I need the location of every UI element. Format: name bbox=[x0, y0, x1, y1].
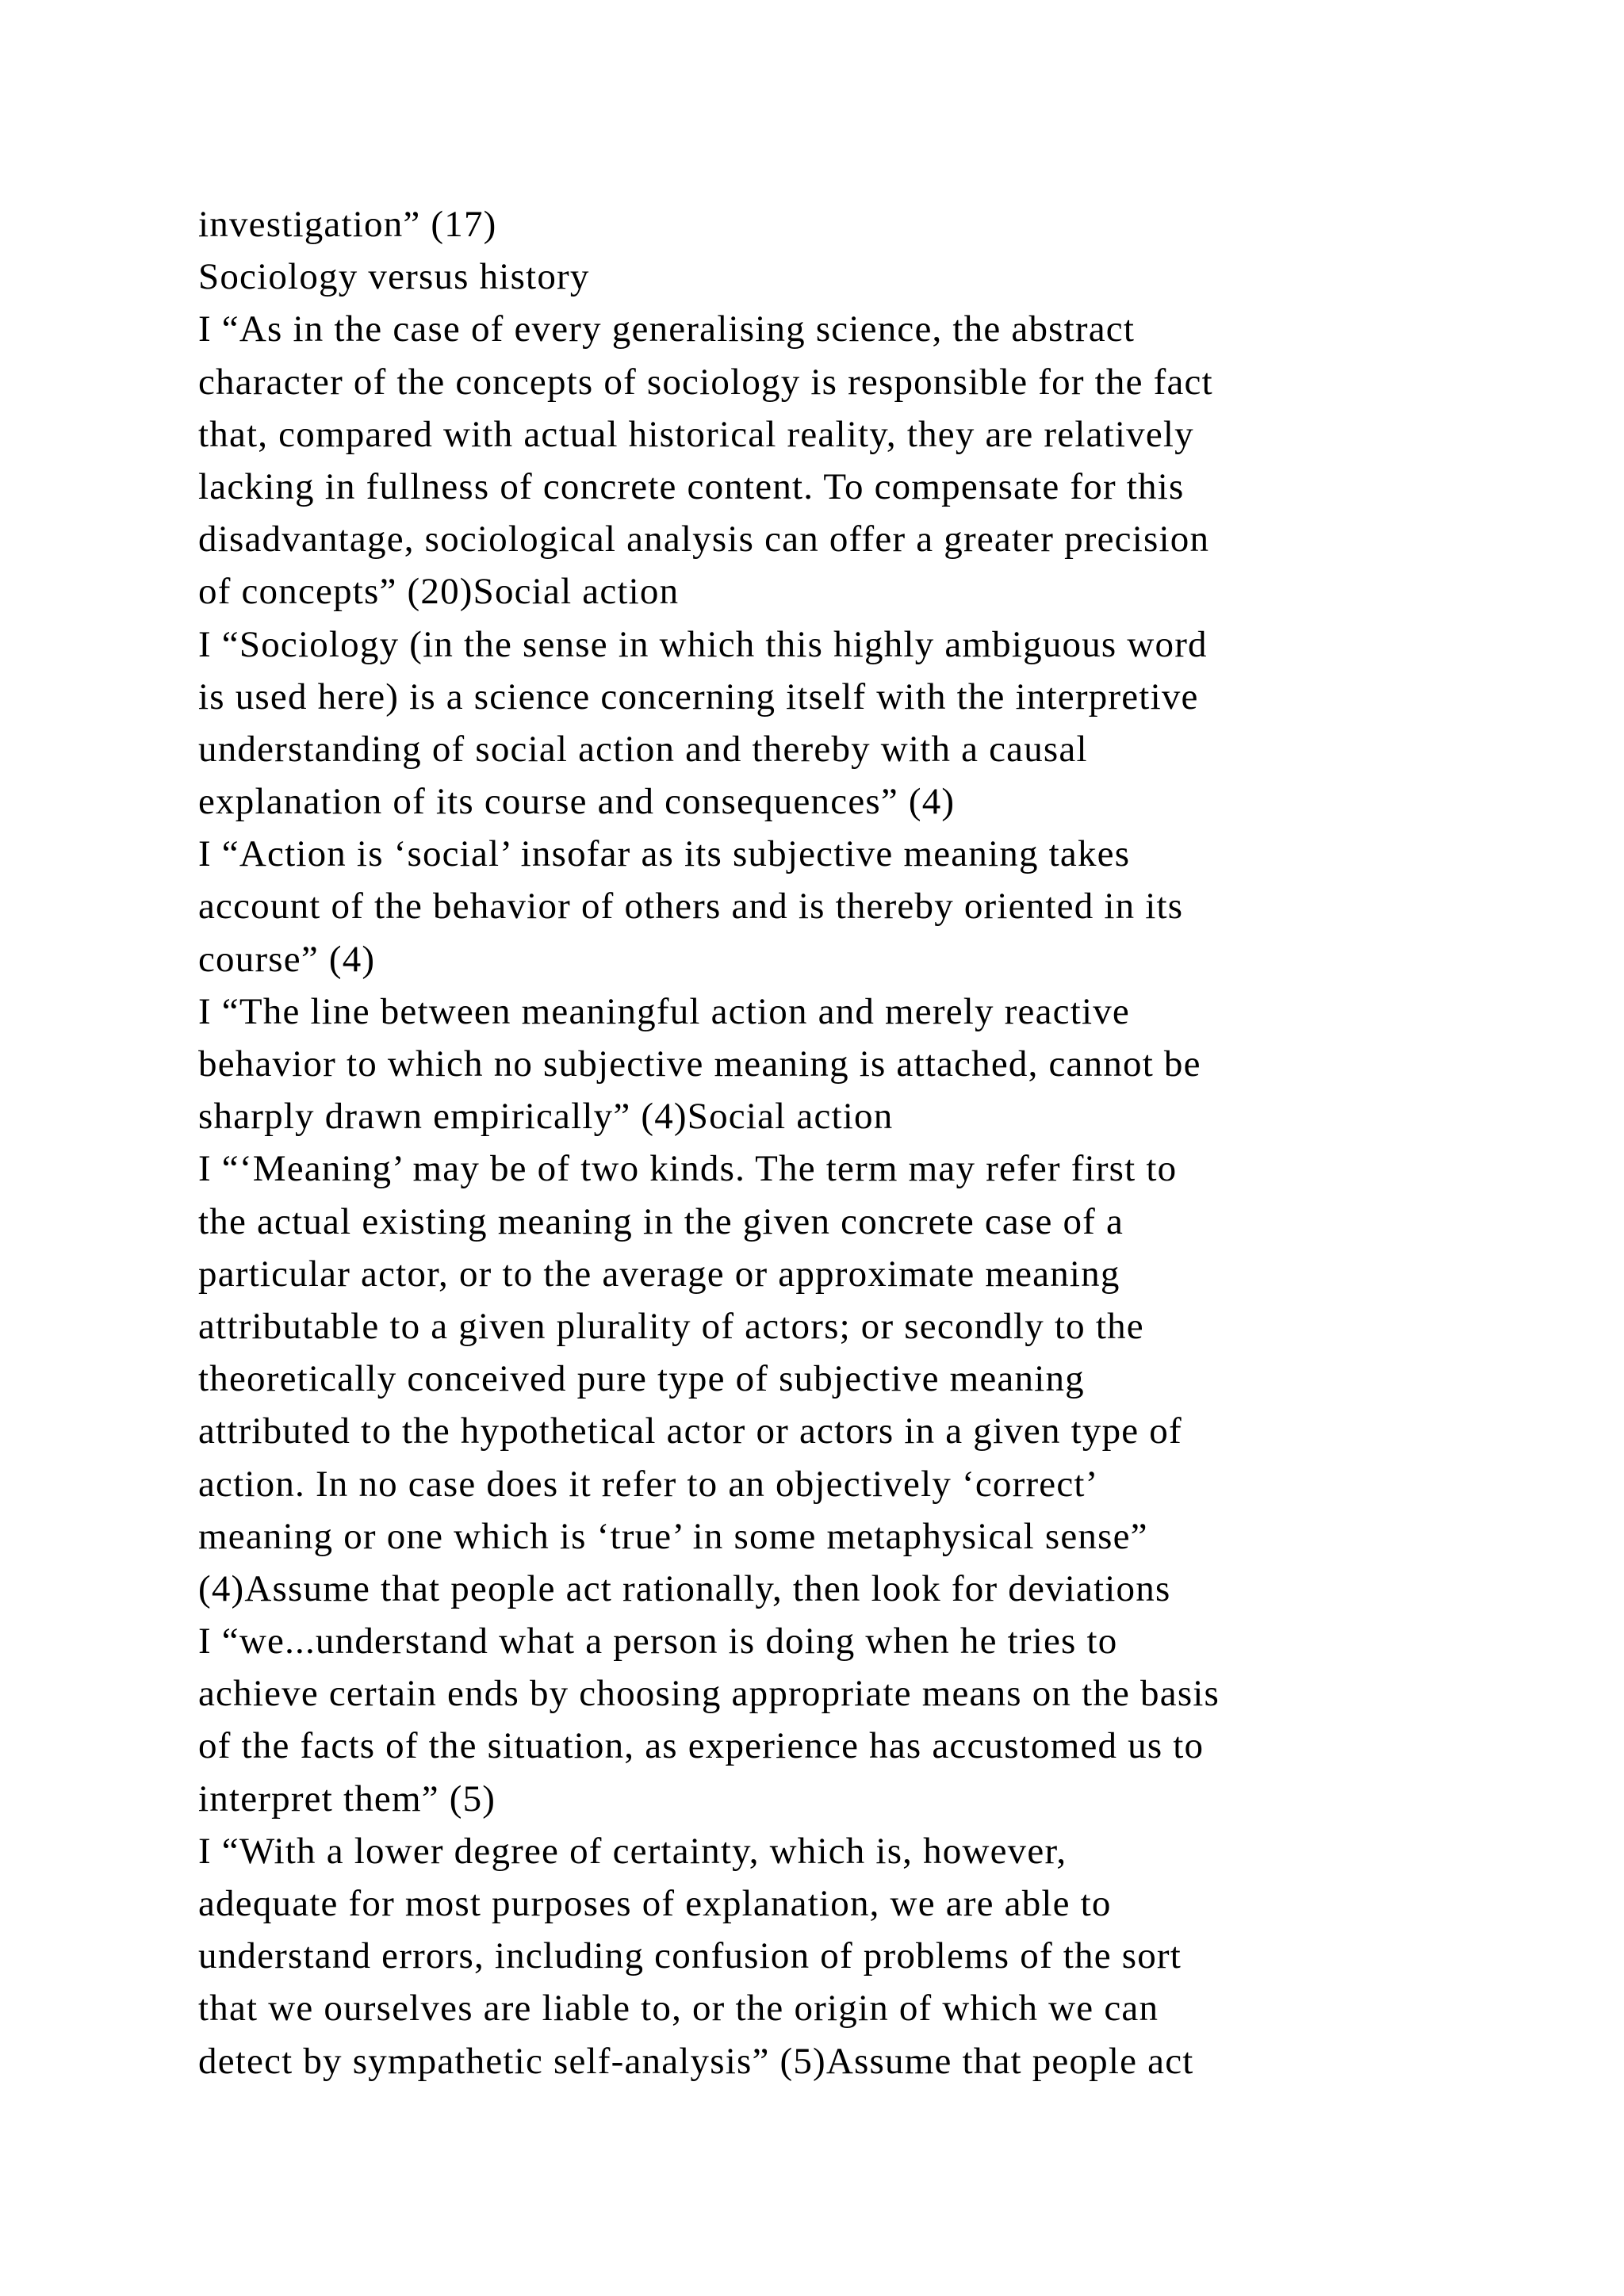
text-line: Sociology versus history bbox=[198, 256, 590, 298]
text-line: I “Action is ‘social’ insofar as its subjective meaning takes bbox=[198, 833, 1131, 875]
text-line: investigation” (17) bbox=[198, 204, 497, 245]
text-line: the actual existing meaning in the given concrete case of a bbox=[198, 1200, 1124, 1242]
text-line: achieve certain ends by choosing appropriate means on the basis bbox=[198, 1673, 1220, 1715]
text-line: attributable to a given plurality of actors; or secondly to the bbox=[198, 1305, 1144, 1347]
text-line: attributed to the hypothetical actor or actors in a given type of bbox=[198, 1410, 1182, 1452]
text-line: I “With a lower degree of certainty, which is, however, bbox=[198, 1830, 1067, 1872]
text-line: of the facts of the situation, as experience has accustomed us to bbox=[198, 1725, 1205, 1767]
text-line: understanding of social action and thereby with a causal bbox=[198, 728, 1088, 770]
text-line: understand errors, including confusion of problems of the sort bbox=[198, 1935, 1182, 1977]
text-line: of concepts” (20)Social action bbox=[198, 571, 680, 613]
text-line: course” (4) bbox=[198, 938, 376, 980]
text-line: detect by sympathetic self-analysis” (5)Assume that people act bbox=[198, 2040, 1194, 2082]
text-line: interpret them” (5) bbox=[198, 1777, 496, 1820]
text-line: character of the concepts of sociology is responsible for the fact bbox=[198, 361, 1213, 403]
text-line: I “Sociology (in the sense in which this highly ambiguous word bbox=[198, 623, 1208, 665]
text-line: lacking in fullness of concrete content. To compensate for this bbox=[198, 465, 1185, 507]
text-line: (4)Assume that people act rationally, then look for deviations bbox=[198, 1567, 1171, 1609]
text-line: I “As in the case of every generalising science, the abstract bbox=[198, 308, 1136, 350]
text-line: I “The line between meaningful action and merely reactive bbox=[198, 990, 1130, 1032]
text-line: theoretically conceived pure type of subjective meaning bbox=[198, 1358, 1085, 1400]
text-line: I “we...understand what a person is doing when he tries to bbox=[198, 1621, 1118, 1663]
text-line: disadvantage, sociological analysis can offer a greater precision bbox=[198, 519, 1210, 561]
text-line: meaning or one which is ‘true’ in some metaphysical sense” bbox=[198, 1515, 1148, 1557]
text-line: adequate for most purposes of explanation, we are able to bbox=[198, 1883, 1112, 1924]
text-line: is used here) is a science concerning itself with the interpretive bbox=[198, 675, 1199, 718]
text-line: explanation of its course and consequences” (4) bbox=[198, 781, 956, 823]
text-line: particular actor, or to the average or approximate meaning bbox=[198, 1253, 1120, 1295]
text-line: I “‘Meaning’ may be of two kinds. The term may refer first to bbox=[198, 1148, 1178, 1190]
text-line: action. In no case does it refer to an objectively ‘correct’ bbox=[198, 1463, 1099, 1505]
text-line: that, compared with actual historical reality, they are relatively bbox=[198, 413, 1194, 455]
document-text bbox=[198, 198, 1530, 2087]
text-line: that we ourselves are liable to, or the origin of which we can bbox=[198, 1988, 1159, 2030]
text-line: behavior to which no subjective meaning is attached, cannot be bbox=[198, 1043, 1201, 1085]
text-line: sharply drawn empirically” (4)Social action bbox=[198, 1096, 894, 1138]
text-line: account of the behavior of others and is thereby oriented in its bbox=[198, 886, 1184, 928]
